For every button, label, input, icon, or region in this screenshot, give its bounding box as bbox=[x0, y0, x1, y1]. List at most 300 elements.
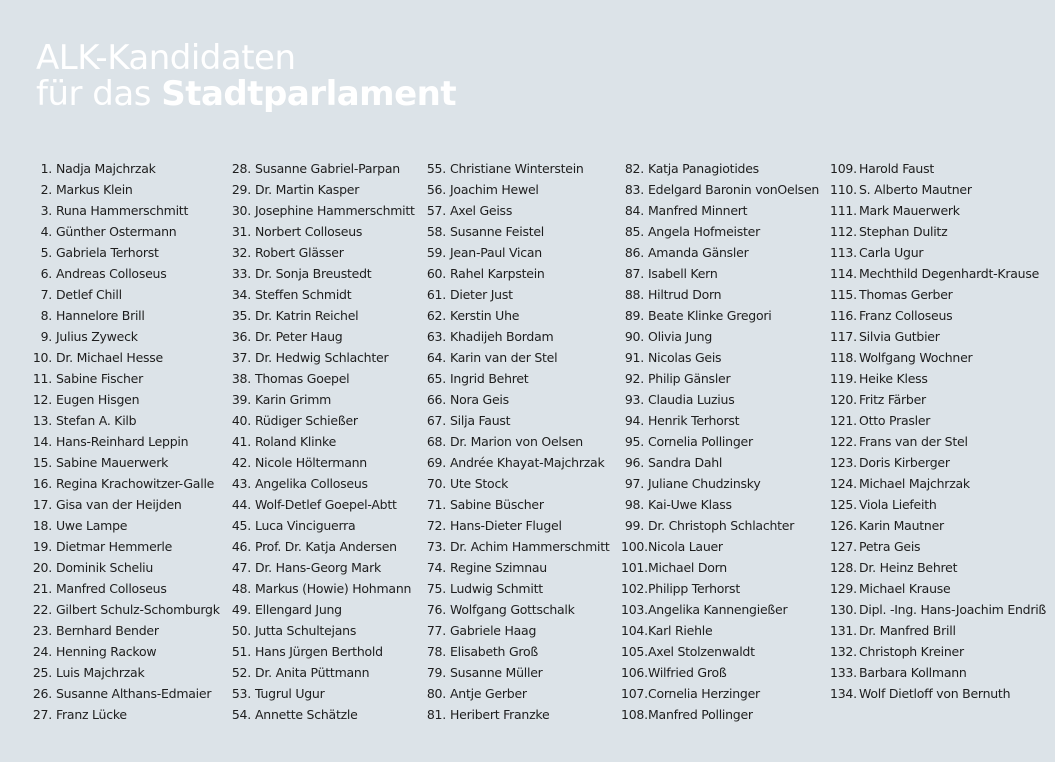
candidate-number: 125. bbox=[830, 497, 857, 512]
candidate-name: Heike Kless bbox=[859, 371, 928, 386]
candidate-number: 38. bbox=[231, 371, 251, 386]
candidate-number: 83. bbox=[624, 182, 644, 197]
candidate-entry bbox=[423, 200, 610, 221]
candidate-name: Thomas Gerber bbox=[859, 287, 953, 302]
candidate-number: 54. bbox=[231, 707, 251, 722]
candidate-name: Dr. Heinz Behret bbox=[859, 560, 958, 575]
candidate-number: 80. bbox=[426, 686, 446, 701]
candidate-number: 47. bbox=[231, 560, 251, 575]
candidate-entry bbox=[830, 410, 1046, 431]
candidate-entry bbox=[621, 662, 819, 683]
candidate-name: Christoph Kreiner bbox=[859, 644, 964, 659]
candidate-name: Uwe Lampe bbox=[56, 518, 128, 533]
candidate-column-2 bbox=[228, 158, 415, 725]
candidate-name: Barbara Kollmann bbox=[859, 665, 967, 680]
candidate-entry bbox=[830, 536, 1046, 557]
candidate-number: 65. bbox=[426, 371, 446, 386]
candidate-entry bbox=[423, 410, 610, 431]
candidate-entry bbox=[423, 494, 610, 515]
candidate-name: Gabriele Haag bbox=[450, 623, 537, 638]
candidate-number: 67. bbox=[426, 413, 446, 428]
candidate-name: Gisa van der Heijden bbox=[56, 497, 182, 512]
candidate-entry bbox=[423, 515, 610, 536]
candidate-number: 118. bbox=[830, 350, 857, 365]
candidate-name: S. Alberto Mautner bbox=[859, 182, 972, 197]
candidate-number: 55. bbox=[426, 161, 446, 176]
candidate-entry bbox=[830, 473, 1046, 494]
candidate-number: 12. bbox=[32, 392, 52, 407]
candidate-name: Cornelia Herzinger bbox=[648, 686, 760, 701]
candidate-name: Juliane Chudzinsky bbox=[648, 476, 761, 491]
candidate-entry bbox=[423, 536, 610, 557]
candidate-number: 86. bbox=[624, 245, 644, 260]
candidate-number: 15. bbox=[32, 455, 52, 470]
candidate-name: Joachim Hewel bbox=[450, 182, 539, 197]
candidate-entry bbox=[22, 221, 220, 242]
candidate-entry bbox=[22, 641, 220, 662]
candidate-entry bbox=[830, 305, 1046, 326]
candidate-number: 90. bbox=[624, 329, 644, 344]
candidate-entry bbox=[621, 410, 819, 431]
candidate-name: Dominik Scheliu bbox=[56, 560, 154, 575]
candidate-number: 41. bbox=[231, 434, 251, 449]
candidate-entry bbox=[228, 641, 415, 662]
candidate-name: Otto Prasler bbox=[859, 413, 931, 428]
candidate-name: Silvia Gutbier bbox=[859, 329, 940, 344]
candidate-entry bbox=[423, 641, 610, 662]
candidate-number: 44. bbox=[231, 497, 251, 512]
candidate-name: Doris Kirberger bbox=[859, 455, 950, 470]
candidate-entry bbox=[228, 305, 415, 326]
candidate-number: 108. bbox=[621, 707, 648, 722]
candidate-name: Mechthild Degenhardt-Krause bbox=[859, 266, 1040, 281]
candidate-name: Jean-Paul Vican bbox=[450, 245, 542, 260]
candidate-entry bbox=[621, 284, 819, 305]
candidate-name: Sabine Mauerwerk bbox=[56, 455, 169, 470]
candidate-number: 8. bbox=[40, 308, 52, 323]
candidate-name: Amanda Gänsler bbox=[648, 245, 749, 260]
candidate-name: Nicola Lauer bbox=[648, 539, 723, 554]
candidate-number: 7. bbox=[40, 287, 52, 302]
candidate-entry bbox=[22, 410, 220, 431]
candidate-entry bbox=[830, 158, 1046, 179]
candidate-number: 36. bbox=[231, 329, 251, 344]
candidate-entry bbox=[22, 284, 220, 305]
candidate-entry bbox=[621, 452, 819, 473]
candidate-number: 98. bbox=[624, 497, 644, 512]
candidate-entry bbox=[22, 473, 220, 494]
candidate-column-5 bbox=[830, 158, 1046, 704]
candidate-entry bbox=[22, 515, 220, 536]
candidate-entry bbox=[228, 536, 415, 557]
candidate-name: Rahel Karpstein bbox=[450, 266, 545, 281]
candidate-number: 50. bbox=[231, 623, 251, 638]
candidate-entry bbox=[22, 179, 220, 200]
candidate-number: 88. bbox=[624, 287, 644, 302]
candidate-entry bbox=[228, 662, 415, 683]
candidate-entry bbox=[228, 473, 415, 494]
candidate-number: 39. bbox=[231, 392, 251, 407]
candidate-name: Manfred Colloseus bbox=[56, 581, 167, 596]
candidate-number: 102. bbox=[621, 581, 648, 596]
candidate-entry bbox=[228, 326, 415, 347]
candidate-entry bbox=[228, 410, 415, 431]
candidate-number: 49. bbox=[231, 602, 251, 617]
candidate-number: 40. bbox=[231, 413, 251, 428]
candidate-name: Wilfried Groß bbox=[648, 665, 727, 680]
candidate-entry bbox=[830, 431, 1046, 452]
candidate-entry bbox=[830, 326, 1046, 347]
candidate-entry bbox=[423, 431, 610, 452]
candidate-entry bbox=[423, 704, 610, 725]
candidate-entry bbox=[228, 284, 415, 305]
candidate-entry bbox=[22, 683, 220, 704]
candidate-number: 93. bbox=[624, 392, 644, 407]
candidate-number: 133. bbox=[830, 665, 857, 680]
candidate-entry bbox=[830, 221, 1046, 242]
candidate-name: Susanne Feistel bbox=[450, 224, 545, 239]
candidate-entry bbox=[22, 494, 220, 515]
candidate-number: 59. bbox=[426, 245, 446, 260]
candidate-number: 103. bbox=[621, 602, 648, 617]
candidate-entry bbox=[22, 557, 220, 578]
candidate-number: 4. bbox=[40, 224, 52, 239]
candidate-name: Dr. Sonja Breustedt bbox=[255, 266, 372, 281]
candidate-entry bbox=[830, 179, 1046, 200]
candidate-number: 66. bbox=[426, 392, 446, 407]
candidate-number: 75. bbox=[426, 581, 446, 596]
candidate-entry bbox=[22, 662, 220, 683]
candidate-number: 120. bbox=[830, 392, 857, 407]
candidate-entry bbox=[423, 158, 610, 179]
candidate-name: Heribert Franzke bbox=[450, 707, 550, 722]
candidate-entry bbox=[423, 242, 610, 263]
title-line-2-prefix: für das bbox=[36, 74, 162, 114]
candidate-name: Dr. Michael Hesse bbox=[56, 350, 163, 365]
candidate-number: 74. bbox=[426, 560, 446, 575]
candidate-name: Franz Lücke bbox=[56, 707, 127, 722]
candidate-name: Andreas Colloseus bbox=[56, 266, 167, 281]
candidate-number: 5. bbox=[40, 245, 52, 260]
candidate-entry bbox=[423, 389, 610, 410]
candidate-name: Manfred Pollinger bbox=[648, 707, 753, 722]
candidate-number: 104. bbox=[621, 623, 648, 638]
candidate-name: Josephine Hammerschmitt bbox=[255, 203, 415, 218]
candidate-entry bbox=[22, 620, 220, 641]
candidate-entry bbox=[22, 368, 220, 389]
candidate-entry bbox=[22, 452, 220, 473]
candidate-entry bbox=[423, 368, 610, 389]
candidate-name: Robert Glässer bbox=[255, 245, 344, 260]
candidate-number: 57. bbox=[426, 203, 446, 218]
candidate-name: Dr. Peter Haug bbox=[255, 329, 343, 344]
candidate-entry bbox=[423, 305, 610, 326]
candidate-number: 14. bbox=[32, 434, 52, 449]
candidate-entry bbox=[22, 389, 220, 410]
candidate-name: Luca Vinciguerra bbox=[255, 518, 356, 533]
candidate-name: Eugen Hisgen bbox=[56, 392, 140, 407]
candidate-name: Henning Rackow bbox=[56, 644, 157, 659]
candidate-name: Ingrid Behret bbox=[450, 371, 529, 386]
candidate-name: Tugrul Ugur bbox=[255, 686, 325, 701]
candidate-number: 42. bbox=[231, 455, 251, 470]
candidate-number: 25. bbox=[32, 665, 52, 680]
candidate-number: 121. bbox=[830, 413, 857, 428]
candidate-entry bbox=[228, 431, 415, 452]
candidate-number: 127. bbox=[830, 539, 857, 554]
candidate-entry bbox=[228, 347, 415, 368]
candidate-number: 3. bbox=[40, 203, 52, 218]
candidate-entry bbox=[228, 389, 415, 410]
candidate-name: Nicole Höltermann bbox=[255, 455, 367, 470]
candidate-name: Gilbert Schulz-Schomburgk bbox=[56, 602, 220, 617]
candidate-entry bbox=[423, 683, 610, 704]
candidate-name: Silja Faust bbox=[450, 413, 511, 428]
candidate-number: 105. bbox=[621, 644, 648, 659]
candidate-entry bbox=[22, 599, 220, 620]
candidate-name: Mark Mauerwerk bbox=[859, 203, 960, 218]
candidate-entry bbox=[621, 347, 819, 368]
candidate-entry bbox=[830, 599, 1046, 620]
candidate-number: 68. bbox=[426, 434, 446, 449]
title-line-2 bbox=[36, 76, 456, 112]
candidate-number: 114. bbox=[830, 266, 857, 281]
candidate-entry bbox=[228, 179, 415, 200]
candidate-number: 109. bbox=[830, 161, 857, 176]
candidate-name: Olivia Jung bbox=[648, 329, 713, 344]
candidate-number: 51. bbox=[231, 644, 251, 659]
candidate-entry bbox=[621, 200, 819, 221]
candidate-name: Steffen Schmidt bbox=[255, 287, 352, 302]
candidate-number: 81. bbox=[426, 707, 446, 722]
candidate-name: Bernhard Bender bbox=[56, 623, 159, 638]
candidate-name: Dietmar Hemmerle bbox=[56, 539, 173, 554]
candidate-number: 79. bbox=[426, 665, 446, 680]
candidate-number: 99. bbox=[624, 518, 644, 533]
candidate-entry bbox=[22, 431, 220, 452]
candidate-number: 100. bbox=[621, 539, 648, 554]
candidate-name: Hiltrud Dorn bbox=[648, 287, 722, 302]
candidate-entry bbox=[423, 578, 610, 599]
candidate-number: 35. bbox=[231, 308, 251, 323]
candidate-number: 52. bbox=[231, 665, 251, 680]
candidate-entry bbox=[621, 704, 819, 725]
candidate-number: 113. bbox=[830, 245, 857, 260]
candidate-number: 2. bbox=[40, 182, 52, 197]
candidate-entry bbox=[621, 599, 819, 620]
candidate-entry bbox=[830, 242, 1046, 263]
candidate-number: 70. bbox=[426, 476, 446, 491]
candidate-number: 29. bbox=[231, 182, 251, 197]
candidate-number: 61. bbox=[426, 287, 446, 302]
candidate-entry bbox=[228, 200, 415, 221]
candidate-name: Michael Dorn bbox=[648, 560, 727, 575]
candidate-entry bbox=[423, 452, 610, 473]
candidate-name: Henrik Terhorst bbox=[648, 413, 740, 428]
candidate-number: 96. bbox=[624, 455, 644, 470]
candidate-name: Michael Krause bbox=[859, 581, 951, 596]
candidate-number: 21. bbox=[32, 581, 52, 596]
candidate-number: 111. bbox=[830, 203, 857, 218]
candidate-name: Edelgard Baronin vonOelsen bbox=[648, 182, 820, 197]
candidate-number: 63. bbox=[426, 329, 446, 344]
candidate-number: 122. bbox=[830, 434, 857, 449]
candidate-name: Elisabeth Groß bbox=[450, 644, 539, 659]
candidate-number: 117. bbox=[830, 329, 857, 344]
candidate-number: 43. bbox=[231, 476, 251, 491]
candidate-number: 45. bbox=[231, 518, 251, 533]
candidate-number: 69. bbox=[426, 455, 446, 470]
candidate-name: Rüdiger Schießer bbox=[255, 413, 358, 428]
candidate-number: 13. bbox=[32, 413, 52, 428]
candidate-name: Katja Panagiotides bbox=[648, 161, 759, 176]
candidate-entry bbox=[621, 431, 819, 452]
candidate-number: 16. bbox=[32, 476, 52, 491]
candidate-name: Susanne Gabriel-Parpan bbox=[255, 161, 400, 176]
candidate-entry bbox=[228, 452, 415, 473]
candidate-entry bbox=[621, 473, 819, 494]
candidate-number: 94. bbox=[624, 413, 644, 428]
candidate-entry bbox=[228, 494, 415, 515]
candidate-number: 11. bbox=[32, 371, 52, 386]
candidate-name: Fritz Färber bbox=[859, 392, 926, 407]
candidate-entry bbox=[423, 473, 610, 494]
candidate-name: Carla Ugur bbox=[859, 245, 924, 260]
candidate-entry bbox=[22, 347, 220, 368]
candidate-number: 23. bbox=[32, 623, 52, 638]
candidate-number: 10. bbox=[32, 350, 52, 365]
candidate-number: 64. bbox=[426, 350, 446, 365]
candidate-name: Isabell Kern bbox=[648, 266, 718, 281]
candidate-entry bbox=[22, 242, 220, 263]
candidate-number: 31. bbox=[231, 224, 251, 239]
candidate-entry bbox=[228, 620, 415, 641]
candidate-name: Hans Jürgen Berthold bbox=[255, 644, 383, 659]
candidate-name: Wolf Dietloff von Bernuth bbox=[859, 686, 1011, 701]
candidate-name: Norbert Colloseus bbox=[255, 224, 363, 239]
candidate-entry bbox=[621, 326, 819, 347]
candidate-name: Günther Ostermann bbox=[56, 224, 177, 239]
candidate-number: 106. bbox=[621, 665, 648, 680]
candidate-number: 124. bbox=[830, 476, 857, 491]
candidate-name: Wolfgang Wochner bbox=[859, 350, 973, 365]
candidate-entry bbox=[621, 158, 819, 179]
candidate-name: Annette Schätzle bbox=[255, 707, 358, 722]
candidate-name: Manfred Minnert bbox=[648, 203, 748, 218]
candidate-name: Dr. Katrin Reichel bbox=[255, 308, 359, 323]
candidate-name: Dr. Achim Hammerschmitt bbox=[450, 539, 610, 554]
candidate-number: 92. bbox=[624, 371, 644, 386]
candidate-number: 132. bbox=[830, 644, 857, 659]
candidate-entry bbox=[830, 389, 1046, 410]
candidate-entry bbox=[830, 578, 1046, 599]
candidate-name: Kai-Uwe Klass bbox=[648, 497, 732, 512]
candidate-name: Karin Mautner bbox=[859, 518, 944, 533]
candidate-entry bbox=[423, 326, 610, 347]
candidate-number: 134. bbox=[830, 686, 857, 701]
candidate-number: 89. bbox=[624, 308, 644, 323]
candidate-entry bbox=[830, 452, 1046, 473]
candidate-entry bbox=[621, 557, 819, 578]
candidate-column-1 bbox=[22, 158, 220, 725]
candidate-name: Dr. Marion von Oelsen bbox=[450, 434, 583, 449]
candidate-name: Ludwig Schmitt bbox=[450, 581, 543, 596]
candidate-name: Gabriela Terhorst bbox=[56, 245, 159, 260]
candidate-entry bbox=[228, 683, 415, 704]
candidate-name: Ellengard Jung bbox=[255, 602, 342, 617]
candidate-entry bbox=[830, 284, 1046, 305]
candidate-name: Claudia Luzius bbox=[648, 392, 735, 407]
candidate-number: 46. bbox=[231, 539, 251, 554]
candidate-entry bbox=[22, 263, 220, 284]
candidate-number: 116. bbox=[830, 308, 857, 323]
candidate-name: Kerstin Uhe bbox=[450, 308, 520, 323]
candidate-entry bbox=[621, 242, 819, 263]
candidate-name: Philip Gänsler bbox=[648, 371, 731, 386]
candidate-entry bbox=[830, 662, 1046, 683]
candidate-entry bbox=[830, 641, 1046, 662]
candidate-name: Cornelia Pollinger bbox=[648, 434, 753, 449]
candidate-entry bbox=[621, 515, 819, 536]
candidate-number: 33. bbox=[231, 266, 251, 281]
candidate-entry bbox=[423, 284, 610, 305]
candidate-number: 1. bbox=[40, 161, 52, 176]
candidate-name: Angelika Colloseus bbox=[255, 476, 368, 491]
candidate-entry bbox=[228, 368, 415, 389]
candidate-number: 101. bbox=[621, 560, 648, 575]
candidate-entry bbox=[621, 683, 819, 704]
candidate-number: 72. bbox=[426, 518, 446, 533]
candidate-name: Susanne Müller bbox=[450, 665, 543, 680]
candidate-name: Dieter Just bbox=[450, 287, 513, 302]
candidate-number: 131. bbox=[830, 623, 857, 638]
candidate-name: Axel Stolzenwaldt bbox=[648, 644, 755, 659]
candidate-entry bbox=[621, 578, 819, 599]
candidate-name: Antje Gerber bbox=[450, 686, 527, 701]
candidate-number: 27. bbox=[32, 707, 52, 722]
candidate-number: 58. bbox=[426, 224, 446, 239]
candidate-name: Regine Szimnau bbox=[450, 560, 547, 575]
candidate-name: Axel Geiss bbox=[450, 203, 513, 218]
candidate-number: 78. bbox=[426, 644, 446, 659]
candidate-number: 56. bbox=[426, 182, 446, 197]
candidate-name: Dr. Christoph Schlachter bbox=[648, 518, 795, 533]
candidate-entry bbox=[228, 263, 415, 284]
candidate-entry bbox=[228, 221, 415, 242]
candidate-name: Wolf-Detlef Goepel-Abtt bbox=[255, 497, 397, 512]
candidate-number: 87. bbox=[624, 266, 644, 281]
candidate-name: Karin van der Stel bbox=[450, 350, 558, 365]
candidate-number: 129. bbox=[830, 581, 857, 596]
candidate-name: Viola Liefeith bbox=[859, 497, 937, 512]
candidate-entry bbox=[621, 536, 819, 557]
candidate-number: 48. bbox=[231, 581, 251, 596]
candidate-name: Christiane Winterstein bbox=[450, 161, 584, 176]
candidate-name: Dr. Anita Püttmann bbox=[255, 665, 370, 680]
candidate-entry bbox=[22, 704, 220, 725]
candidate-number: 76. bbox=[426, 602, 446, 617]
candidate-number: 115. bbox=[830, 287, 857, 302]
candidate-name: Thomas Goepel bbox=[255, 371, 350, 386]
candidate-entry bbox=[228, 599, 415, 620]
candidate-entry bbox=[621, 221, 819, 242]
candidate-name: Runa Hammerschmitt bbox=[56, 203, 189, 218]
candidate-entry bbox=[423, 347, 610, 368]
candidate-number: 53. bbox=[231, 686, 251, 701]
candidate-name: Karl Riehle bbox=[648, 623, 713, 638]
candidate-name: Franz Colloseus bbox=[859, 308, 953, 323]
candidate-name: Dr. Hedwig Schlachter bbox=[255, 350, 389, 365]
